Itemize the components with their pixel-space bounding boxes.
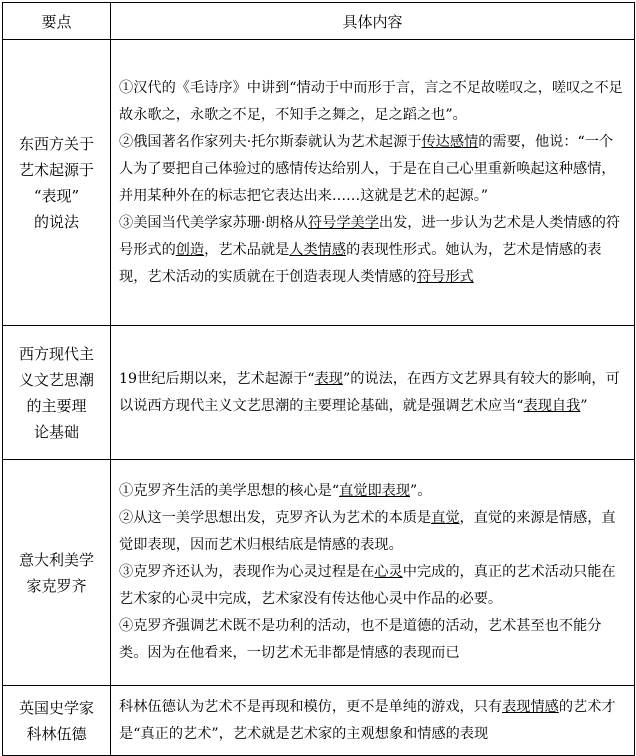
- text-segment: 中完成的，真正的艺术活动只能在艺术家的心灵中完成，艺术家没有传达他心灵中作品的必要。: [119, 564, 616, 607]
- header-point: 要点: [3, 3, 111, 40]
- content-paragraph: [119, 613, 626, 667]
- row-point-line: 的主要理: [26, 396, 87, 415]
- row-content: [111, 686, 635, 756]
- content-paragraph: [119, 478, 626, 505]
- content-paragraph: [119, 366, 626, 420]
- row-point-line: 英国史学家: [18, 698, 94, 717]
- content-paragraph: [119, 505, 626, 559]
- text-segment: 的需要，他说：“一个人为了要把自己体验过的感情传达给别人，于是在自己心里重新唤起这种感情，并用某种外在的标志把它表达出来……这就是艺术的起源。”: [119, 133, 616, 204]
- text-segment: ，艺术品就是: [204, 241, 290, 258]
- text-segment: ③美国当代美学家苏珊·朗格从: [119, 214, 308, 231]
- content-table: [2, 2, 635, 756]
- content-paragraph: [119, 129, 626, 210]
- content-paragraph: [119, 559, 626, 613]
- row-point-line: 东西方关于: [18, 134, 94, 153]
- text-segment: 科林伍德认为艺术不是再现和模仿，更不是单纯的游戏，只有: [119, 698, 503, 715]
- text-segment: 出发，进一步认为艺术是人类情感的符号形式的: [119, 214, 621, 258]
- underlined-term: 表现: [314, 370, 343, 387]
- table-row: [3, 686, 635, 756]
- text-segment: ②俄国著名作家列夫·托尔斯泰就认为艺术起源于: [119, 133, 422, 150]
- underlined-term: 表现情感: [502, 698, 559, 715]
- row-point: [3, 686, 111, 756]
- table-row: [3, 326, 635, 460]
- row-point-line: 西方现代主: [18, 344, 94, 363]
- text-segment: ”。: [410, 483, 432, 499]
- underlined-term: 符号形式: [416, 268, 474, 285]
- text-segment: ，直觉的来源是情感，直觉即表现，因而艺术归根结底是情感的表现。: [119, 510, 616, 553]
- content-paragraph: [119, 694, 626, 748]
- row-content: [111, 326, 635, 460]
- table-row: [3, 40, 635, 326]
- underlined-term: 表现自我: [523, 397, 581, 414]
- row-point: [3, 326, 111, 460]
- text-segment: 的艺术才是“真正的艺术”，艺术就是艺术家的主观想象和情感的表现: [119, 698, 616, 742]
- text-segment: ”: [580, 397, 588, 414]
- header-row: [3, 3, 635, 40]
- underlined-term: 心灵: [374, 564, 403, 580]
- content-paragraph: [119, 210, 626, 291]
- row-content: [111, 40, 635, 326]
- text-segment: ①汉代的《毛诗序》中讲到“情动于中而形于言，言之不足故嗟叹之，嗟叹之不足故永歌之，永歌之不足，不知手之舞之，足之蹈之也”。: [119, 79, 623, 123]
- row-point-line: 意大利美学: [18, 550, 94, 569]
- row-point: [3, 460, 111, 686]
- text-segment: ②从这一美学思想出发，克罗齐认为艺术的本质是: [119, 510, 432, 526]
- underlined-term: 创造: [175, 241, 205, 258]
- row-point-line: 义文艺思潮: [18, 370, 94, 389]
- text-segment: ”的说法，在西方文艺界具有较大的影响，可以说西方现代主义文艺思潮的主要理论基础，就是强调艺术应当“: [119, 370, 620, 414]
- row-point-line: “表现”: [33, 186, 80, 205]
- text-segment: ①克罗齐生活的美学思想的核心是“: [119, 483, 340, 499]
- underlined-term: 直觉: [431, 510, 460, 526]
- underlined-term: 传达感情: [421, 133, 479, 150]
- row-point-line: 科林伍德: [26, 724, 87, 743]
- text-segment: 的表现性形式。她认为，艺术是情感的表现，艺术活动的实质就在于创造表现人类情感的: [119, 241, 602, 285]
- row-point-line: 艺术起源于: [18, 160, 94, 179]
- underlined-term: 直觉即表现: [339, 483, 411, 499]
- text-segment: ④克罗齐强调艺术既不是功利的活动，也不是道德的活动，艺术甚至也不能分类。因为在他看来，一切艺术无非都是情感的表现而已: [119, 618, 602, 661]
- row-point-line: 家克罗齐: [26, 576, 87, 595]
- text-segment: ③克罗齐还认为，表现作为心灵过程是在: [119, 564, 375, 580]
- table-row: [3, 460, 635, 686]
- header-content: 具体内容: [111, 3, 635, 40]
- underlined-term: 人类情感: [289, 241, 347, 258]
- content-paragraph: [119, 75, 626, 129]
- row-point: [3, 40, 111, 326]
- text-segment: 19世纪后期以来，艺术起源于“: [119, 370, 315, 387]
- row-point-line: 论基础: [33, 422, 79, 441]
- row-point-line: 的说法: [33, 212, 79, 231]
- row-content: [111, 460, 635, 686]
- underlined-term: 符号学美学: [307, 214, 379, 231]
